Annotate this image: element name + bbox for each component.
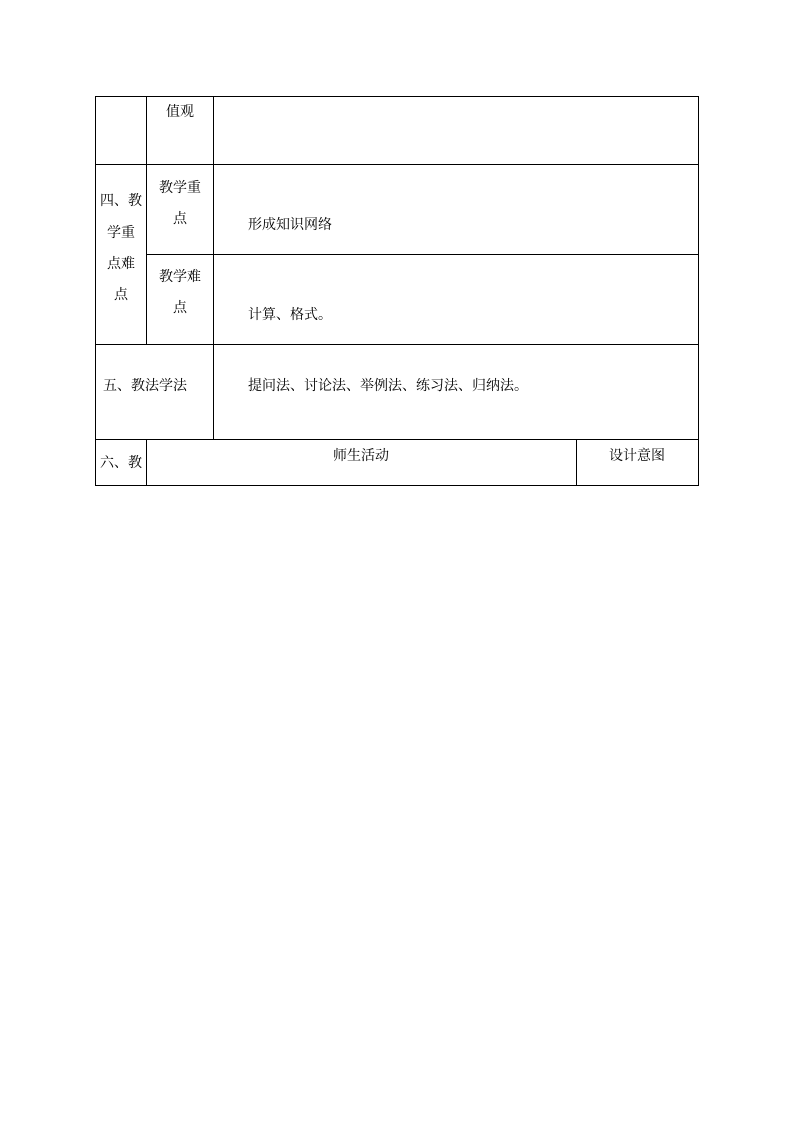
column-divider [146, 96, 147, 344]
section-four-label-line-1: 四、教 [100, 193, 142, 209]
table-border-left [95, 96, 96, 486]
section-four-label-line-2: 学重 [107, 225, 135, 241]
teaching-process-label: 六、教 [100, 455, 142, 471]
table-border-top [95, 96, 699, 97]
section-four-label-line-4: 点 [114, 287, 128, 303]
section-four-label-line-3: 点难 [107, 256, 135, 272]
table-border-bottom [95, 485, 699, 486]
column-divider [146, 439, 147, 486]
row-divider [95, 164, 699, 165]
teaching-focus-label-line-1: 教学重 [159, 180, 201, 196]
teaching-focus-label-line-2: 点 [173, 211, 187, 227]
lesson-plan-table [95, 96, 699, 486]
teaching-methods-label: 五、教法学法 [103, 378, 187, 394]
values-label: 值观 [166, 104, 194, 120]
teaching-difficulty-label-line-1: 教学难 [159, 269, 201, 285]
teaching-difficulty-content: 计算、格式。 [248, 307, 332, 323]
teacher-student-activity-header: 师生活动 [333, 448, 389, 464]
column-divider [576, 439, 577, 486]
teaching-focus-content: 形成知识网络 [248, 217, 332, 233]
teaching-difficulty-label-line-2: 点 [173, 300, 187, 316]
design-intent-header: 设计意图 [609, 448, 665, 464]
teaching-methods-content: 提问法、讨论法、举例法、练习法、归纳法。 [248, 378, 528, 394]
column-divider [213, 96, 214, 440]
table-border-right [698, 96, 699, 486]
row-divider [146, 254, 699, 255]
row-divider [95, 344, 699, 345]
row-divider [95, 439, 699, 440]
